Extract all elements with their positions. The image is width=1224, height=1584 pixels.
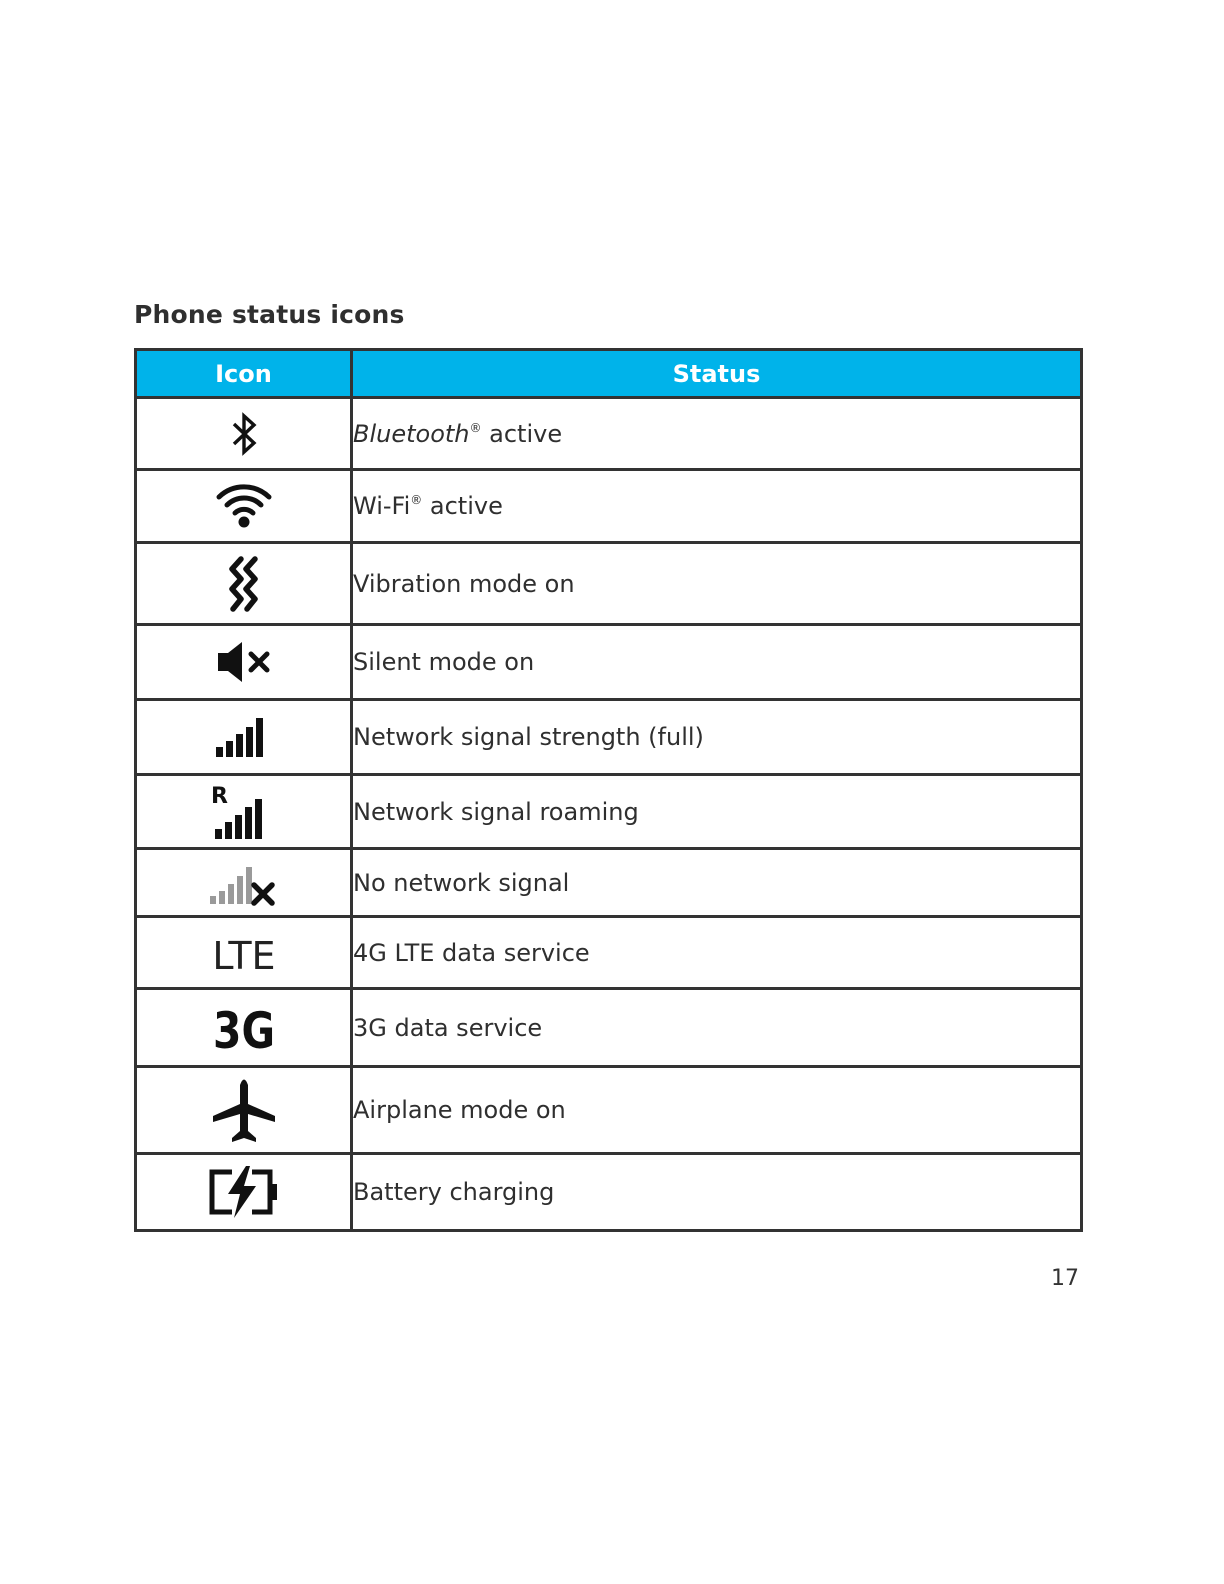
table-row	[136, 625, 1082, 700]
table-row	[136, 775, 1082, 849]
status-cell: No network signal	[352, 849, 1082, 917]
table-row	[136, 989, 1082, 1067]
battery-charging-icon	[206, 1164, 282, 1220]
3g-icon	[206, 1000, 282, 1056]
airplane-icon	[209, 1075, 279, 1145]
status-cell	[352, 470, 1082, 543]
roaming-r-label: R	[210, 783, 228, 809]
icon-cell	[136, 989, 352, 1067]
lte-label: LTE	[211, 933, 276, 975]
icon-cell	[136, 849, 352, 917]
status-cell	[352, 398, 1082, 470]
icon-cell	[136, 1154, 352, 1231]
page-number: 17	[1051, 1266, 1079, 1291]
no-signal-icon	[208, 858, 280, 908]
status-cell: Network signal strength (full)	[352, 700, 1082, 775]
status-cell: Silent mode on	[352, 625, 1082, 700]
table-row	[136, 1067, 1082, 1154]
status-text-brand: Bluetooth	[353, 419, 470, 448]
status-cell: Airplane mode on	[352, 1067, 1082, 1154]
status-cell: Network signal roaming	[352, 775, 1082, 849]
icon-cell	[136, 398, 352, 470]
table-row	[136, 849, 1082, 917]
3g-label: 3G	[212, 1001, 275, 1056]
status-text: active	[422, 492, 503, 520]
section-title: Phone status icons	[134, 300, 405, 329]
icon-cell	[136, 1067, 352, 1154]
icon-column-header: Icon	[136, 350, 352, 398]
signal-full-icon	[214, 715, 274, 759]
table-row	[136, 917, 1082, 989]
table-row	[136, 470, 1082, 543]
status-text: active	[481, 419, 563, 448]
wifi-icon	[216, 483, 272, 529]
table-row	[136, 1154, 1082, 1231]
status-text-brand: Wi-Fi	[353, 492, 411, 520]
lte-icon	[204, 931, 284, 975]
table-row	[136, 398, 1082, 470]
status-cell: 4G LTE data service	[352, 917, 1082, 989]
icon-cell	[136, 625, 352, 700]
table-header-row	[136, 350, 1082, 398]
table-row	[136, 543, 1082, 625]
icon-cell	[136, 775, 352, 849]
bluetooth-icon	[229, 412, 259, 456]
status-cell: 3G data service	[352, 989, 1082, 1067]
signal-roaming-icon	[211, 783, 277, 841]
table-row	[136, 700, 1082, 775]
registered-mark: ®	[469, 420, 482, 435]
status-column-header: Status	[352, 350, 1082, 398]
vibration-icon	[224, 556, 264, 612]
status-cell: Battery charging	[352, 1154, 1082, 1231]
icon-cell	[136, 470, 352, 543]
registered-mark: ®	[410, 493, 423, 507]
status-icons-table	[134, 348, 1083, 1232]
icon-cell	[136, 917, 352, 989]
icon-cell	[136, 700, 352, 775]
status-cell: Vibration mode on	[352, 543, 1082, 625]
icon-cell	[136, 543, 352, 625]
silent-mode-icon	[215, 640, 273, 684]
